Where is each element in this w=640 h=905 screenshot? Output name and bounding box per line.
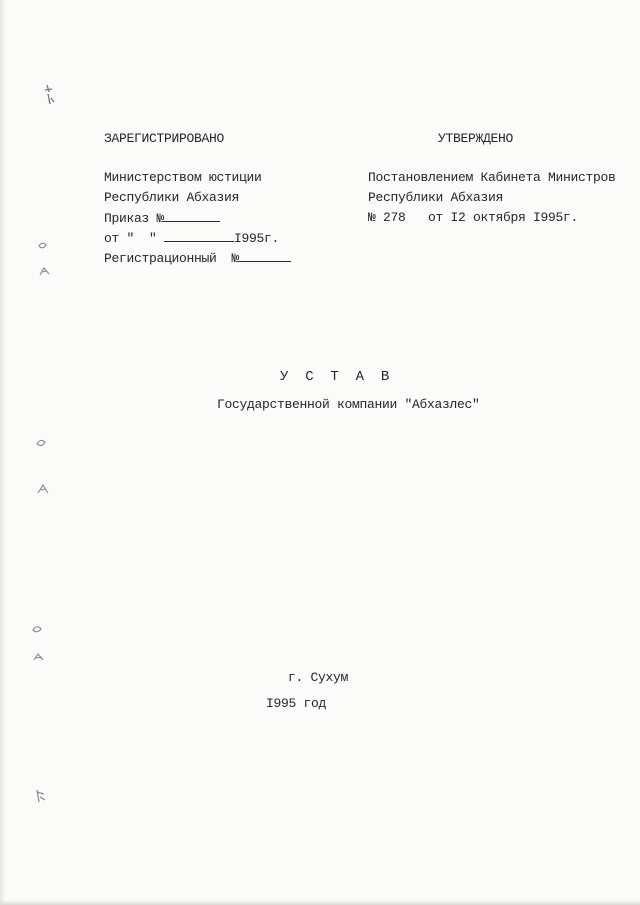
registered-heading: ЗАРЕГИСТРИРОВАНО: [104, 131, 225, 146]
binder-hole-mark: [36, 240, 48, 254]
approved-heading: УТВЕРЖДЕНО: [438, 131, 514, 146]
binder-hole-mark: [38, 265, 50, 279]
resolution-line: Постановлением Кабинета Министров: [368, 170, 616, 185]
date-blank: [164, 230, 234, 242]
page-left-edge-shadow: [0, 0, 6, 905]
order-number-line: [104, 210, 220, 227]
document-title: У С Т А В: [280, 369, 390, 385]
binder-hole-mark: [36, 482, 48, 496]
date-prefix: от " ": [104, 231, 157, 246]
binder-hole-mark: [34, 436, 46, 450]
city-label: г. Сухум: [288, 670, 349, 685]
binder-hole-mark: [30, 622, 42, 636]
order-number-blank: [164, 210, 220, 222]
republic-line-right: Республики Абхазия: [368, 190, 504, 205]
binder-hole-mark: [42, 84, 54, 98]
document-subtitle: Государственной компании "Абхазлес": [217, 397, 480, 412]
republic-line: Республики Абхазия: [104, 190, 240, 205]
registration-number-blank: [239, 250, 291, 262]
binder-hole-mark: [32, 650, 44, 664]
date-suffix: I995г.: [234, 231, 280, 246]
order-label: Приказ №: [104, 211, 165, 226]
ministry-line: Министерством юстиции: [104, 170, 262, 185]
registration-line: [104, 250, 291, 267]
binder-hole-mark: [34, 788, 46, 802]
registration-label: Регистрационный №: [104, 251, 240, 266]
resolution-number-date: № 278 от I2 октября I995г.: [368, 210, 579, 225]
page-bottom-edge-shadow: [0, 900, 640, 905]
order-date-line: [104, 230, 279, 247]
year-label: I995 год: [266, 696, 327, 711]
